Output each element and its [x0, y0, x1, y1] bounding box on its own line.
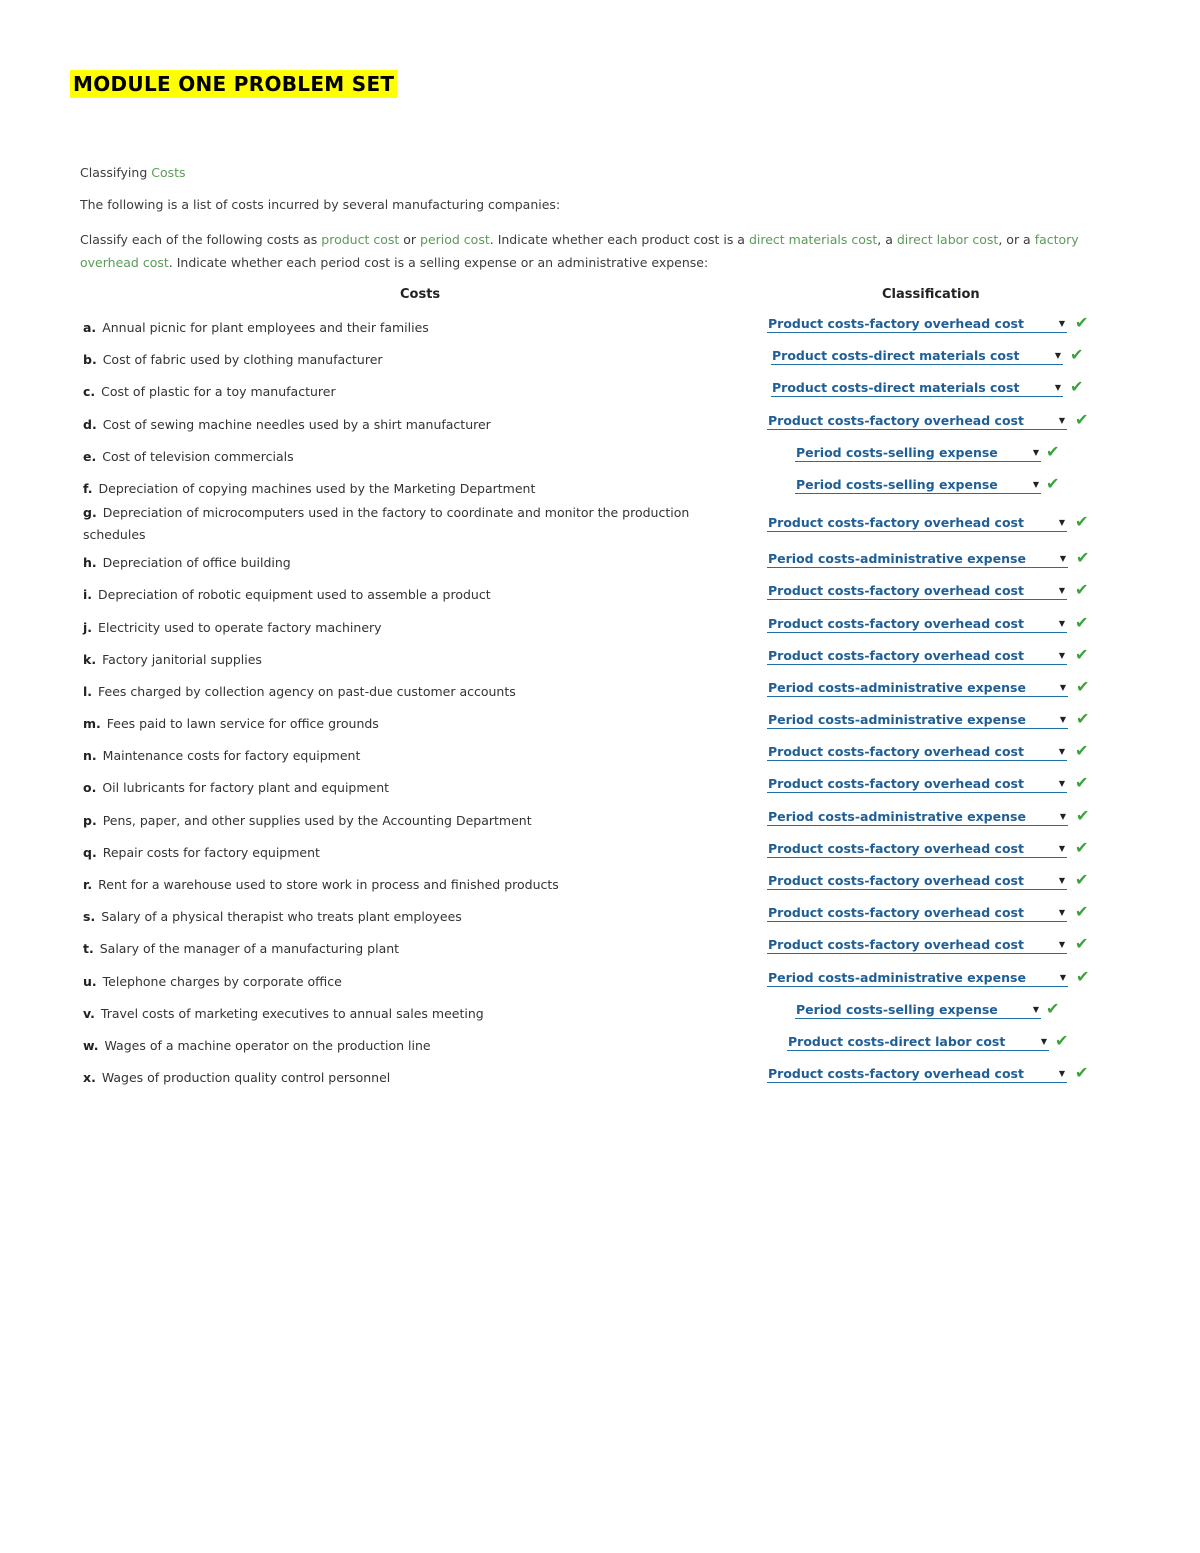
chevron-down-icon[interactable]: ▼: [1059, 972, 1066, 982]
classification-dropdown[interactable]: [771, 347, 1063, 365]
cost-text: Cost of plastic for a toy manufacturer: [101, 384, 336, 400]
chevron-down-icon[interactable]: ▼: [1058, 518, 1065, 528]
cost-description: [83, 713, 723, 735]
classification-dropdown[interactable]: [767, 872, 1067, 890]
page-title: MODULE ONE PROBLEM SET: [70, 70, 397, 98]
cost-description: [83, 1035, 723, 1057]
correct-check-icon: ✔: [1046, 998, 1060, 1018]
item-letter: g.: [83, 505, 97, 521]
correct-check-icon: ✔: [1075, 409, 1089, 429]
cost-description: [83, 584, 723, 606]
cost-description: [83, 810, 723, 832]
cost-description: [83, 478, 723, 500]
table-row: [80, 609, 1120, 641]
item-letter: r.: [83, 877, 93, 892]
item-letter: p.: [83, 812, 97, 828]
correct-check-icon: ✔: [1070, 345, 1084, 365]
cost-description: [83, 381, 723, 403]
table-row: [80, 769, 1120, 801]
cost-description: [83, 617, 723, 639]
dropdown-selected-value: Product costs-factory overhead cost: [768, 937, 1024, 953]
cost-description: [83, 777, 723, 799]
cost-description: [83, 1067, 723, 1089]
instr-part-6: . Indicate whether each period cost is a selling expense or an administrative expense:: [168, 255, 709, 270]
classification-dropdown[interactable]: [767, 679, 1068, 697]
dropdown-selected-value: Period costs-administrative expense: [768, 808, 1026, 824]
chevron-down-icon[interactable]: ▼: [1032, 479, 1039, 489]
item-letter: q.: [83, 844, 97, 860]
correct-check-icon: ✔: [1076, 805, 1090, 825]
cost-text: Cost of sewing machine needles used by a shirt manufacturer: [102, 416, 491, 432]
instr-part-1: Classify each of the following costs as: [80, 232, 322, 247]
cost-description: [83, 874, 723, 896]
dropdown-selected-value: Period costs-administrative expense: [768, 679, 1026, 695]
cost-text: Cost of fabric used by clothing manufacturer: [102, 352, 383, 368]
table-row: [80, 1027, 1120, 1059]
cost-text: Wages of production quality control personnel: [101, 1070, 391, 1086]
chevron-down-icon[interactable]: ▼: [1058, 618, 1065, 628]
dropdown-selected-value: Product costs-factory overhead cost: [768, 776, 1024, 792]
cost-text: Depreciation of microcomputers used in the factory to coordinate and monitor the production schedules: [83, 505, 690, 543]
chevron-down-icon[interactable]: ▼: [1058, 319, 1065, 328]
cost-text: Electricity used to operate factory machinery: [98, 619, 382, 635]
classification-dropdown[interactable]: [787, 1033, 1049, 1051]
cost-description: [83, 745, 723, 767]
correct-check-icon: ✔: [1075, 580, 1089, 600]
correct-check-icon: ✔: [1075, 313, 1089, 332]
classification-dropdown[interactable]: [795, 1001, 1041, 1019]
chevron-down-icon[interactable]: ▼: [1032, 1004, 1039, 1014]
correct-check-icon: ✔: [1076, 709, 1090, 729]
dropdown-selected-value: Period costs-selling expense: [796, 444, 998, 460]
table-row: [80, 502, 1120, 544]
classification-dropdown[interactable]: [795, 444, 1041, 462]
dropdown-selected-value: Product costs-factory overhead cost: [768, 905, 1024, 921]
cost-description: [83, 414, 723, 436]
link-factory-overhead-cost[interactable]: factory overhead cost: [80, 232, 1079, 270]
cost-description: [83, 502, 723, 546]
table-row: [80, 737, 1120, 769]
classification-dropdown[interactable]: [795, 476, 1041, 494]
classification-dropdown[interactable]: [767, 711, 1068, 729]
chevron-down-icon[interactable]: ▼: [1058, 415, 1065, 425]
link-period-cost[interactable]: period cost: [420, 232, 490, 247]
table-row: [80, 544, 1120, 576]
table-row: [80, 576, 1120, 608]
instructions-text: [80, 228, 1120, 274]
correct-check-icon: ✔: [1075, 902, 1089, 922]
column-header-classification: Classification: [882, 287, 980, 302]
item-letter: d.: [83, 416, 97, 432]
chevron-down-icon[interactable]: ▼: [1058, 650, 1065, 660]
classification-dropdown[interactable]: [767, 743, 1067, 761]
cost-text: Factory janitorial supplies: [102, 651, 262, 667]
classification-dropdown[interactable]: [767, 647, 1067, 665]
cost-text: Wages of a machine operator on the production line: [104, 1037, 431, 1053]
classification-dropdown[interactable]: [767, 412, 1067, 430]
table-row: [80, 641, 1120, 673]
instr-part-3: . Indicate whether each product cost is a: [489, 232, 749, 247]
classification-dropdown[interactable]: [767, 582, 1067, 600]
dropdown-selected-value: Product costs-factory overhead cost: [768, 583, 1024, 599]
table-row: [80, 898, 1120, 930]
table-row: [80, 705, 1120, 737]
table-row: [80, 341, 1120, 373]
chevron-down-icon[interactable]: ▼: [1059, 715, 1066, 725]
chevron-down-icon[interactable]: ▼: [1058, 876, 1065, 885]
problem-heading: [80, 164, 1120, 182]
item-letter: s.: [83, 909, 96, 925]
dropdown-selected-value: Period costs-administrative expense: [768, 712, 1026, 728]
cost-description: [83, 552, 723, 574]
classification-dropdown[interactable]: [767, 904, 1067, 922]
cost-text: Salary of a physical therapist who treats plant employees: [101, 909, 462, 925]
cost-text: Maintenance costs for factory equipment: [102, 748, 361, 764]
item-letter: j.: [83, 619, 93, 635]
dropdown-selected-value: Product costs-factory overhead cost: [768, 744, 1024, 760]
chevron-down-icon[interactable]: ▼: [1058, 1069, 1065, 1079]
chevron-down-icon[interactable]: ▼: [1058, 586, 1065, 596]
cost-text: Depreciation of robotic equipment used to assemble a product: [98, 587, 491, 603]
cost-description: [83, 938, 723, 960]
dropdown-selected-value: Product costs-factory overhead cost: [768, 840, 1024, 856]
chevron-down-icon[interactable]: ▼: [1058, 843, 1065, 853]
cost-text: Oil lubricants for factory plant and equipment: [102, 780, 390, 796]
item-letter: b.: [83, 352, 97, 368]
cost-text: Depreciation of office building: [102, 555, 291, 571]
correct-check-icon: ✔: [1046, 441, 1060, 461]
classification-dropdown[interactable]: [767, 514, 1067, 532]
link-product-cost[interactable]: product cost: [321, 232, 400, 247]
classification-dropdown[interactable]: [767, 969, 1068, 987]
correct-check-icon: ✔: [1055, 1030, 1069, 1050]
cost-text: Fees charged by collection agency on past-due customer accounts: [98, 683, 516, 699]
cost-description: [83, 681, 723, 703]
cost-text: Depreciation of copying machines used by the Marketing Department: [98, 480, 536, 496]
cost-description: [83, 842, 723, 864]
table-row: [80, 1059, 1120, 1091]
cost-text: Cost of television commercials: [102, 448, 294, 464]
correct-check-icon: ✔: [1046, 473, 1060, 493]
item-letter: w.: [83, 1037, 99, 1053]
cost-description: [83, 906, 723, 928]
correct-check-icon: ✔: [1070, 377, 1084, 397]
classification-dropdown[interactable]: [771, 379, 1063, 397]
instr-part-5: , or a: [998, 232, 1035, 247]
cost-text: Annual picnic for plant employees and their families: [102, 320, 429, 335]
cost-text: Telephone charges by corporate office: [102, 973, 342, 989]
classification-dropdown[interactable]: [767, 808, 1068, 826]
classification-dropdown[interactable]: [767, 936, 1067, 954]
table-header: [80, 283, 1120, 309]
dropdown-selected-value: Product costs-factory overhead cost: [768, 515, 1024, 531]
dropdown-selected-value: Period costs-administrative expense: [768, 969, 1026, 985]
item-letter: o.: [83, 780, 97, 796]
correct-check-icon: ✔: [1075, 1063, 1089, 1083]
item-letter: a.: [83, 320, 97, 335]
heading-text: Classifying: [80, 165, 152, 180]
cost-text: Salary of the manager of a manufacturing plant: [99, 941, 400, 957]
table-row: [80, 373, 1120, 405]
cost-text: Travel costs of marketing executives to annual sales meeting: [100, 1005, 484, 1021]
item-letter: l.: [83, 683, 93, 699]
correct-check-icon: ✔: [1075, 644, 1089, 664]
dropdown-selected-value: Product costs-factory overhead cost: [768, 1066, 1024, 1082]
classification-dropdown[interactable]: [767, 1065, 1067, 1083]
chevron-down-icon[interactable]: ▼: [1059, 811, 1066, 821]
dropdown-selected-value: Product costs-factory overhead cost: [768, 412, 1024, 428]
classification-dropdown[interactable]: [767, 840, 1067, 858]
dropdown-selected-value: Product costs-direct labor cost: [788, 1033, 1006, 1049]
correct-check-icon: ✔: [1076, 966, 1090, 986]
correct-check-icon: ✔: [1075, 934, 1089, 954]
correct-check-icon: ✔: [1075, 741, 1089, 761]
correct-check-icon: ✔: [1075, 612, 1089, 632]
item-letter: t.: [83, 941, 94, 957]
classification-dropdown[interactable]: [767, 550, 1068, 568]
table-body: [80, 309, 1120, 1091]
cost-text: Repair costs for factory equipment: [102, 844, 320, 860]
item-letter: x.: [83, 1070, 96, 1086]
link-direct-materials-cost[interactable]: direct materials cost: [748, 232, 878, 247]
table-row: [80, 309, 1120, 341]
table-row: [80, 963, 1120, 995]
item-letter: i.: [83, 587, 93, 603]
correct-check-icon: ✔: [1076, 548, 1090, 568]
cost-description: [83, 971, 723, 993]
correct-check-icon: ✔: [1075, 837, 1089, 857]
correct-check-icon: ✔: [1075, 773, 1089, 793]
item-letter: k.: [83, 651, 97, 667]
chevron-down-icon[interactable]: ▼: [1054, 383, 1061, 393]
chevron-down-icon[interactable]: ▼: [1032, 447, 1039, 457]
item-letter: c.: [83, 384, 96, 400]
item-letter: m.: [83, 716, 101, 732]
dropdown-selected-value: Product costs-factory overhead cost: [768, 873, 1024, 888]
correct-check-icon: ✔: [1076, 676, 1090, 696]
item-letter: f.: [83, 480, 93, 496]
cost-text: Fees paid to lawn service for office grounds: [106, 716, 379, 732]
intro-text: The following is a list of costs incurred by several manufacturing companies:: [80, 197, 561, 212]
dropdown-selected-value: Period costs-administrative expense: [768, 551, 1026, 567]
heading-link-costs[interactable]: Costs: [151, 165, 186, 180]
cost-description: [83, 317, 723, 339]
dropdown-selected-value: Product costs-direct materials cost: [772, 348, 1020, 364]
item-letter: e.: [83, 448, 97, 464]
instr-part-4: , a: [877, 232, 897, 247]
chevron-down-icon[interactable]: ▼: [1058, 747, 1065, 757]
item-letter: h.: [83, 555, 97, 571]
item-letter: u.: [83, 973, 97, 989]
dropdown-selected-value: Period costs-selling expense: [796, 476, 998, 492]
classification-dropdown[interactable]: [767, 615, 1067, 633]
table-row: [80, 438, 1120, 470]
problem-section: [80, 164, 1120, 274]
column-header-costs: Costs: [400, 287, 441, 302]
dropdown-selected-value: Product costs-factory overhead cost: [768, 615, 1024, 631]
dropdown-selected-value: Product costs-factory overhead cost: [768, 316, 1024, 331]
table-row: [80, 866, 1120, 898]
chevron-down-icon[interactable]: ▼: [1040, 1036, 1047, 1046]
cost-description: [83, 1003, 723, 1025]
chevron-down-icon[interactable]: ▼: [1058, 779, 1065, 789]
chevron-down-icon[interactable]: ▼: [1058, 940, 1065, 950]
correct-check-icon: ✔: [1075, 870, 1089, 889]
cost-description: [83, 649, 723, 671]
table-row: [80, 995, 1120, 1027]
item-letter: v.: [83, 1005, 95, 1021]
classification-table: [80, 283, 1120, 1091]
chevron-down-icon[interactable]: ▼: [1054, 351, 1061, 361]
cost-text: Rent for a warehouse used to store work in process and finished products: [98, 877, 559, 892]
dropdown-selected-value: Product costs-direct materials cost: [772, 380, 1020, 396]
table-row: [80, 470, 1120, 502]
cost-description: [83, 446, 723, 468]
cost-description: [83, 349, 723, 371]
chevron-down-icon[interactable]: ▼: [1059, 554, 1066, 564]
dropdown-selected-value: Product costs-factory overhead cost: [768, 647, 1024, 663]
table-row: [80, 673, 1120, 705]
table-row: [80, 802, 1120, 834]
table-row: [80, 406, 1120, 438]
item-letter: n.: [83, 748, 97, 764]
classification-dropdown[interactable]: [767, 775, 1067, 793]
link-direct-labor-cost[interactable]: direct labor cost: [896, 232, 999, 247]
dropdown-selected-value: Period costs-selling expense: [796, 1001, 998, 1017]
correct-check-icon: ✔: [1075, 512, 1089, 532]
chevron-down-icon[interactable]: ▼: [1058, 908, 1065, 918]
instr-part-2: or: [399, 232, 421, 247]
classification-dropdown[interactable]: [767, 315, 1067, 333]
cost-text: Pens, paper, and other supplies used by the Accounting Department: [102, 812, 532, 828]
table-row: [80, 930, 1120, 962]
chevron-down-icon[interactable]: ▼: [1059, 682, 1066, 692]
table-row: [80, 834, 1120, 866]
